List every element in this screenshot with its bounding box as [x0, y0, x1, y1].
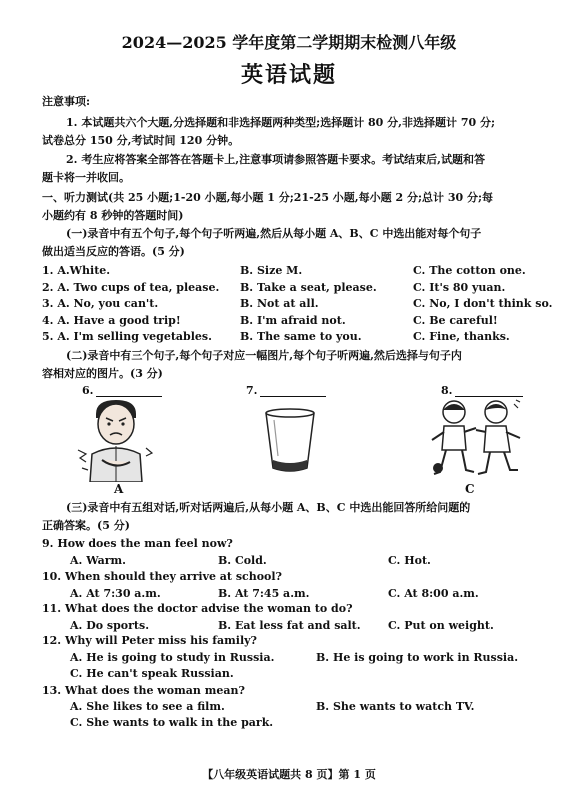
q13-option-c: C. She wants to walk in the park.: [70, 716, 274, 729]
q5-option-b: B. The same to you.: [240, 330, 362, 343]
sec3-instruction-line-2: 正确答案。(5 分): [42, 519, 130, 532]
sec1-instruction-line-1: (一)录音中有五个句子,每个句子听两遍,然后从每小题 A、B、C 中选出能对每个句子: [66, 227, 482, 240]
subject-title: 英语试题: [240, 62, 337, 88]
q10-option-a: A. At 7:30 a.m.: [70, 587, 161, 600]
part1-heading-line-2: 小题约有 8 秒钟的答题时间): [42, 209, 184, 222]
q8-answer-blank[interactable]: [455, 396, 523, 397]
q2-option-c: C. It's 80 yuan.: [413, 281, 506, 294]
q6-answer-blank[interactable]: [96, 396, 162, 397]
sec3-instruction-line-1: (三)录音中有五组对话,听对话两遍后,从每小题 A、B、C 中选出能回答所给问题的: [66, 501, 471, 514]
sec2-instruction-line-2: 容相对应的图片。(3 分): [42, 367, 163, 380]
q12-option-c: C. He can't speak Russian.: [70, 667, 234, 680]
children-picture: [430, 398, 522, 480]
q12-question: 12. Why will Peter miss his family?: [42, 634, 257, 647]
q2-option-b: B. Take a seat, please.: [240, 281, 377, 294]
picture-a-label: A: [114, 482, 124, 496]
q11-question: 11. What does the doctor advise the woman to do?: [42, 602, 353, 615]
q5-option-c: C. Fine, thanks.: [413, 330, 510, 343]
q10-option-b: B. At 7:45 a.m.: [218, 587, 310, 600]
q10-option-c: C. At 8:00 a.m.: [388, 587, 479, 600]
q4-option-a: 4. A. Have a good trip!: [42, 314, 181, 327]
sec2-instruction-line-1: (二)录音中有三个句子,每个句子对应一幅图片,每个句子听两遍,然后选择与句子内: [66, 349, 462, 362]
q5-option-a: 5. A. I'm selling vegetables.: [42, 330, 212, 343]
q13-question: 13. What does the woman mean?: [42, 684, 245, 697]
sick-man-picture: [72, 398, 162, 482]
q7-answer-blank[interactable]: [260, 396, 326, 397]
q13-option-b: B. She wants to watch TV.: [316, 700, 475, 713]
q11-option-b: B. Eat less fat and salt.: [218, 619, 361, 632]
q4-option-c: C. Be careful!: [413, 314, 498, 327]
q8-number: 8.: [441, 384, 453, 397]
sec1-instruction-line-2: 做出适当反应的答语。(5 分): [42, 245, 185, 258]
note-1-line-1: 1. 本试题共六个大题,分选择题和非选择题两种类型;选择题计 80 分,非选择题计 70 分;: [66, 116, 496, 129]
q12-option-a: A. He is going to study in Russia.: [70, 651, 275, 664]
note-2-line-2: 题卡将一并收回。: [42, 171, 130, 184]
q9-option-b: B. Cold.: [218, 554, 267, 567]
page-footer: 【八年级英语试题共 8 页】第 1 页: [202, 768, 376, 781]
picture-c-label: C: [465, 482, 475, 496]
q6-number: 6.: [82, 384, 94, 397]
notes-heading: 注意事项:: [42, 95, 91, 108]
q1-option-c: C. The cotton one.: [413, 264, 526, 277]
q10-question: 10. When should they arrive at school?: [42, 570, 283, 583]
exam-title: 2024—2025 学年度第二学期期末检测八年级: [121, 33, 457, 52]
note-2-line-1: 2. 考生应将答案全部答在答题卡上,注意事项请参照答题卡要求。考试结束后,试题和答: [66, 153, 485, 166]
q4-option-b: B. I'm afraid not.: [240, 314, 346, 327]
q7-number: 7.: [246, 384, 258, 397]
note-1-line-2: 试卷总分 150 分,考试时间 120 分钟。: [42, 134, 240, 147]
q1-option-b: B. Size M.: [240, 264, 303, 277]
q11-option-c: C. Put on weight.: [388, 619, 494, 632]
q9-option-a: A. Warm.: [70, 554, 126, 567]
q1-option-a: 1. A.White.: [42, 264, 111, 277]
q9-option-c: C. Hot.: [388, 554, 431, 567]
q3-option-a: 3. A. No, you can't.: [42, 297, 159, 310]
q9-question: 9. How does the man feel now?: [42, 537, 233, 550]
q13-option-a: A. She likes to see a film.: [70, 700, 225, 713]
q11-option-a: A. Do sports.: [70, 619, 150, 632]
q2-option-a: 2. A. Two cups of tea, please.: [42, 281, 220, 294]
q3-option-b: B. Not at all.: [240, 297, 319, 310]
part1-heading-line-1: 一、听力测试(共 25 小题;1-20 小题,每小题 1 分;21-25 小题,每小题 2 分;总计 30 分;每: [42, 191, 494, 204]
glass-picture: [262, 408, 318, 476]
q12-option-b: B. He is going to work in Russia.: [316, 651, 519, 664]
q3-option-c: C. No, I don't think so.: [413, 297, 553, 310]
